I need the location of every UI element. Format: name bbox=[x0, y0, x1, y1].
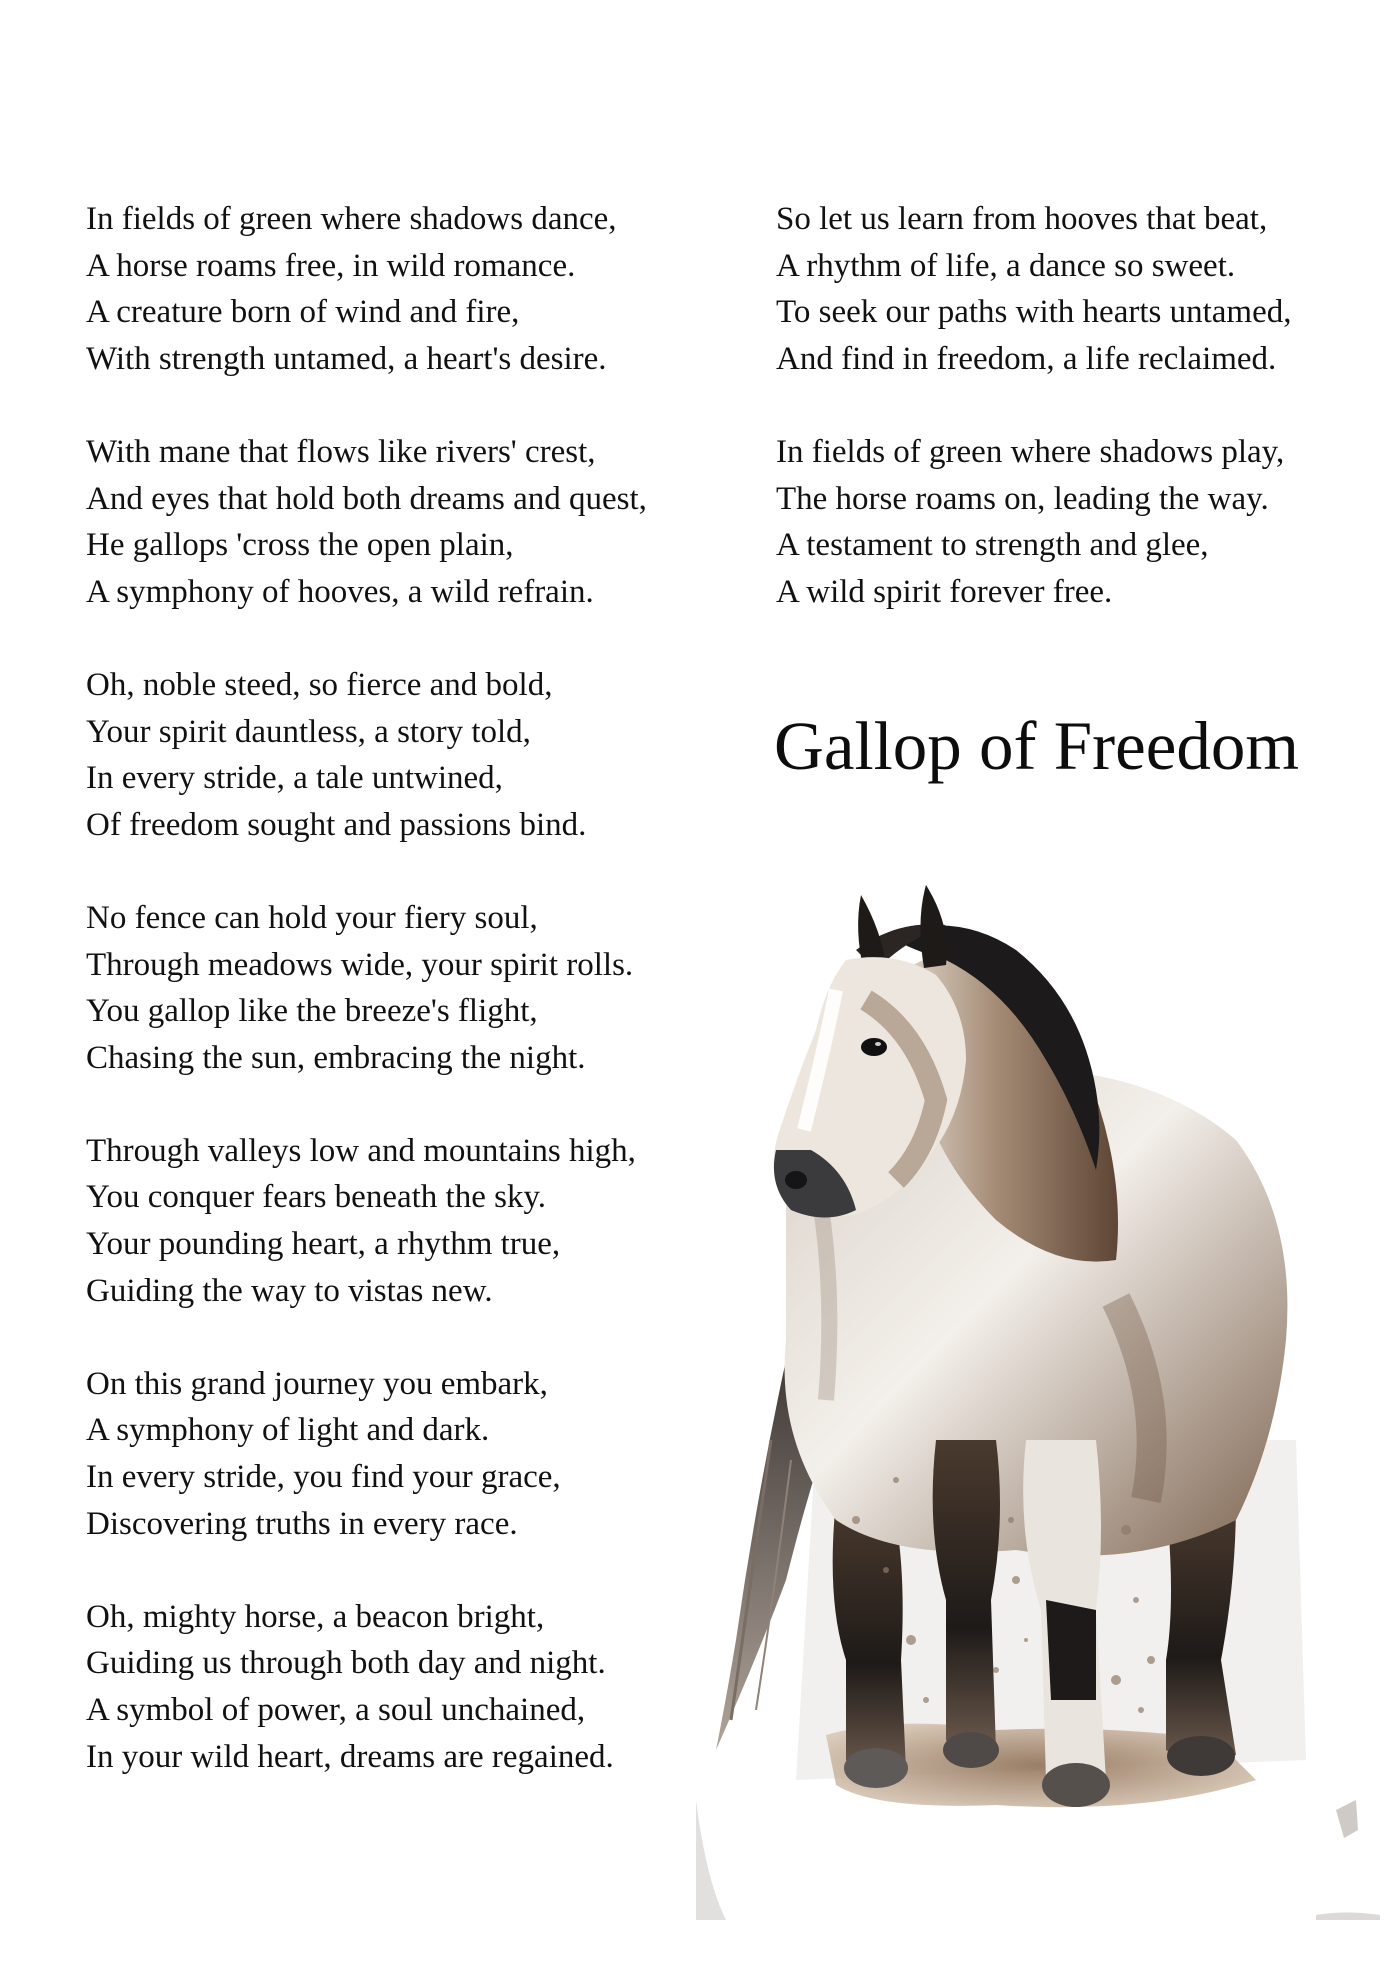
poem-line: So let us learn from hooves that beat, bbox=[776, 201, 1268, 237]
poem-line: With strength untamed, a heart's desire. bbox=[86, 340, 607, 377]
poem-line: He gallops 'cross the open plain, bbox=[86, 527, 514, 564]
poem-line: A creature born of wind and fire, bbox=[86, 294, 520, 331]
poem-line: To seek our paths with hearts untamed, bbox=[776, 294, 1292, 331]
poem-line: Oh, mighty horse, a beacon bright, bbox=[86, 1598, 545, 1635]
poem-line: Your spirit dauntless, a story told, bbox=[86, 713, 531, 750]
horse-icon bbox=[696, 880, 1380, 1925]
poem-line: In every stride, you find your grace, bbox=[86, 1459, 561, 1496]
poem-line: Through meadows wide, your spirit rolls. bbox=[86, 946, 634, 983]
poem-right-column bbox=[776, 196, 1291, 662]
poem-line: In fields of green where shadows play, bbox=[776, 433, 1285, 470]
poem-line: Of freedom sought and passions bind. bbox=[86, 806, 587, 843]
poem-line: In every stride, a tale untwined, bbox=[86, 760, 503, 797]
poem-line: Guiding us through both day and night. bbox=[86, 1645, 606, 1682]
poem-title: Gallop of Freedom bbox=[774, 708, 1300, 784]
poem-line: Discovering truths in every race. bbox=[86, 1505, 518, 1542]
stanza bbox=[86, 196, 647, 382]
poem-line: A wild spirit forever free. bbox=[776, 573, 1113, 610]
poem-line: A symbol of power, a soul unchained, bbox=[86, 1692, 586, 1728]
stanza bbox=[86, 1361, 647, 1547]
poem-line: And eyes that hold both dreams and quest, bbox=[86, 480, 647, 517]
stanza bbox=[776, 196, 1291, 382]
poem-line: In your wild heart, dreams are regained. bbox=[86, 1738, 614, 1775]
poem-line: And find in freedom, a life reclaimed. bbox=[776, 340, 1277, 377]
poem-line: In fields of green where shadows dance, bbox=[86, 201, 617, 237]
poem-line: You gallop like the breeze's flight, bbox=[86, 993, 538, 1030]
stanza bbox=[776, 429, 1291, 615]
stanza bbox=[86, 895, 647, 1081]
poem-line: You conquer fears beneath the sky. bbox=[86, 1179, 547, 1216]
horse-illustration bbox=[696, 880, 1380, 1925]
poem-line: A symphony of hooves, a wild refrain. bbox=[86, 573, 594, 610]
poem-line: Oh, noble steed, so fierce and bold, bbox=[86, 666, 553, 703]
poem-line: On this grand journey you embark, bbox=[86, 1365, 548, 1402]
poem-line: Guiding the way to vistas new. bbox=[86, 1272, 493, 1309]
poem-line: A testament to strength and glee, bbox=[776, 527, 1209, 564]
poem-line: No fence can hold your fiery soul, bbox=[86, 899, 538, 936]
poem-line: Through valleys low and mountains high, bbox=[86, 1132, 636, 1169]
poem-line: Your pounding heart, a rhythm true, bbox=[86, 1226, 561, 1263]
stanza bbox=[86, 1594, 647, 1780]
poem-line: The horse roams on, leading the way. bbox=[776, 480, 1269, 517]
poem-line: A rhythm of life, a dance so sweet. bbox=[776, 247, 1236, 284]
stanza bbox=[86, 662, 647, 848]
poem-left-column bbox=[86, 196, 647, 1827]
poem-line: Chasing the sun, embracing the night. bbox=[86, 1039, 586, 1076]
poem-line: A horse roams free, in wild romance. bbox=[86, 247, 576, 284]
poem-line: With mane that flows like rivers' crest, bbox=[86, 433, 596, 470]
stanza bbox=[86, 429, 647, 615]
poem-line: A symphony of light and dark. bbox=[86, 1412, 490, 1449]
stanza bbox=[86, 1128, 647, 1314]
